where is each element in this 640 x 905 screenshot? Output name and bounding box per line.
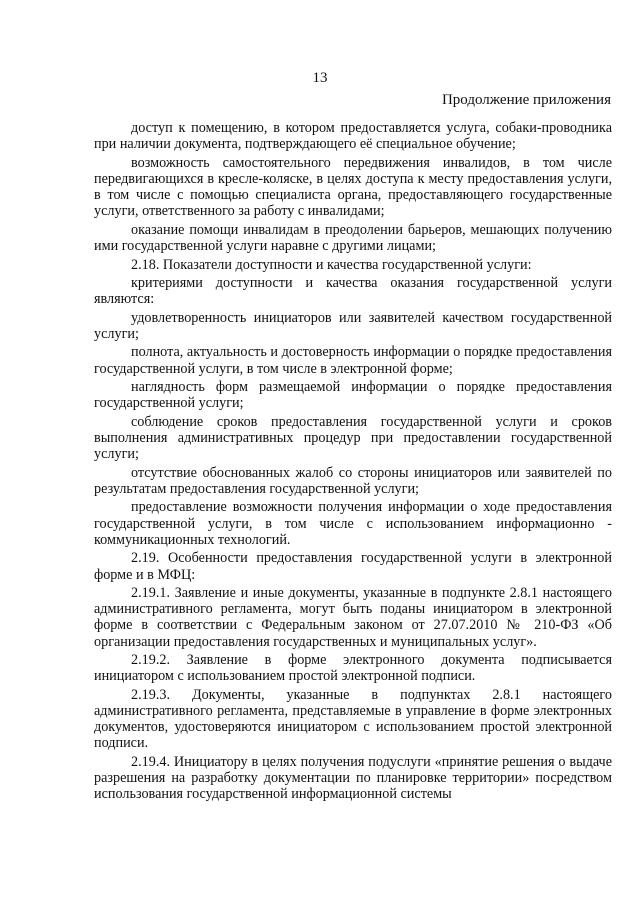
section-heading-2-19: 2.19. Особенности предоставления государственной услуги в электронной форме и в МФЦ: <box>94 550 612 583</box>
paragraph: соблюдение сроков предоставления государственной услуги и сроков выполнения административных процедур при предоставлении государственной услуги; <box>94 413 612 463</box>
section-heading-2-18: 2.18. Показатели доступности и качества государственной услуги: <box>131 256 532 273</box>
paragraph-2-19-4: 2.19.4. Инициатору в целях получения подуслуги «принятие решения о выдаче разрешения на разработку документации по планировке территории» посредством использования государственной информационной системы <box>94 753 612 803</box>
paragraph: удовлетворенность инициаторов или заявителей качеством государственной услуги; <box>94 309 612 342</box>
document-body <box>94 120 612 805</box>
paragraph-2-19-2: 2.19.2. Заявление в форме электронного документа подписывается инициатором с использованием простой электронной подписи. <box>94 652 612 685</box>
paragraph: отсутствие обоснованных жалоб со стороны инициаторов или заявителей по результатам предоставления государственной услуги; <box>94 464 612 497</box>
page-number: 13 <box>312 70 328 86</box>
paragraph: наглядность форм размещаемой информации о порядке предоставления государственной услуги; <box>94 379 612 412</box>
paragraph-2-19-3: 2.19.3. Документы, указанные в подпунктах 2.8.1 настоящего административного регламента, представляемые в управление в форме электронных документов, удостоверяются инициатором с использованием простой электронной подписи. <box>94 686 612 752</box>
paragraph: критериями доступности и качества оказания государственной услуги являются: <box>94 275 612 308</box>
paragraph: возможность самостоятельного передвижения инвалидов, в том числе передвигающихся в кресле-коляске, в целях доступа к месту предоставления услуги, в том числе с помощью специалиста органа, предоставляющего государственные услуги, ответственного за работу с инвалидами; <box>94 154 612 220</box>
paragraph: полнота, актуальность и достоверность информации о порядке предоставления государственной услуги, в том числе в электронной форме; <box>94 344 612 377</box>
paragraph-2-19-1: 2.19.1. Заявление и иные документы, указанные в подпункте 2.8.1 настоящего административного регламента, могут быть поданы инициатором в электронной форме в соответствии с Федеральным законом от 27.07.2010 № 210-ФЗ «Об организации предоставления государственных и муниципальных услуг». <box>94 585 612 650</box>
paragraph: доступ к помещению, в котором предоставляется услуга, собаки-проводника при наличии документа, подтверждающего её специальное обучение; <box>94 120 612 153</box>
paragraph: оказание помощи инвалидам в преодолении барьеров, мешающих получению ими государственной услуги наравне с другими лицами; <box>94 221 612 255</box>
paragraph: предоставление возможности получения информации о ходе предоставления государственной услуги, в том числе с использованием информационно - коммуникационных технологий. <box>94 499 612 548</box>
appendix-continuation-header: Продолжение приложения <box>441 92 611 108</box>
